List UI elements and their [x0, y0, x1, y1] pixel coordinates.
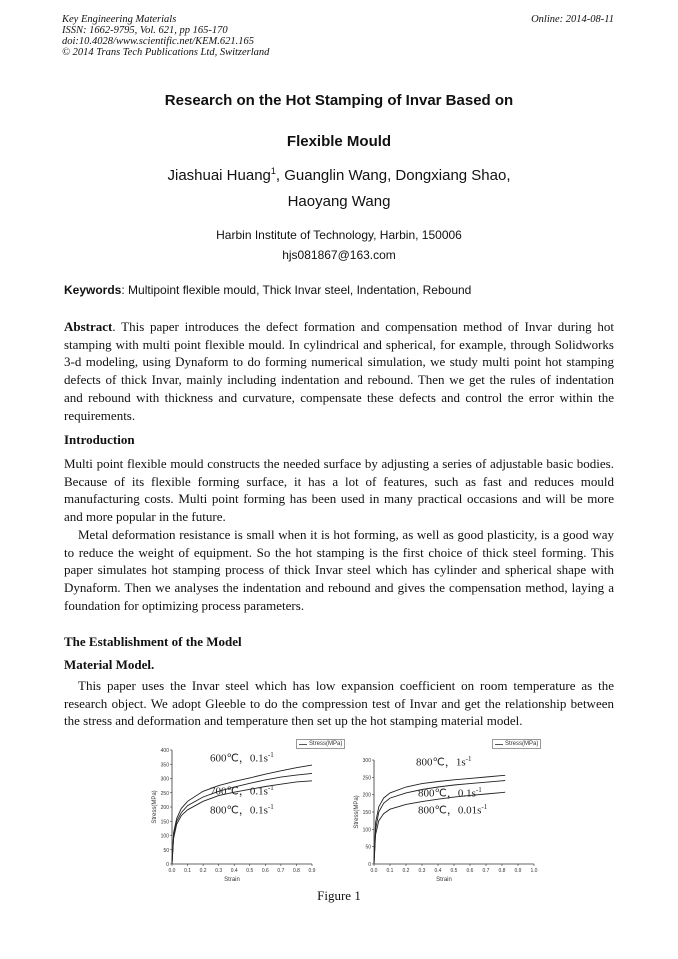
chart-left-x-tick-label: 0.9: [308, 868, 316, 874]
chart-left-x-tick-label: 0.4: [230, 868, 238, 874]
chart-left-x-tick-label: 0.7: [277, 868, 285, 874]
affiliation: Harbin Institute of Technology, Harbin, 150006: [216, 228, 462, 242]
author-first: Jiashuai Huang: [167, 167, 271, 184]
chart-right-x-tick-label: 1.0: [530, 868, 538, 874]
chart-right-y-tick-label: 100: [362, 827, 371, 834]
authors-line-1: [0, 166, 678, 184]
abstract-text: . This paper introduces the defect formation and compensation method of Invar during hot stamping with multi point flexible mould. In cylindrical and spherical, for example, through Solidworks 3-d modeling, using Dynaform to do forming numerical simulation, we study multi point hot stamping defects of thick Invar, mainly including indentation and rebound. Then we get the rules of indentation and rebound with thickness and curvature, compensate these defects and control the error within the requirements.: [64, 319, 614, 423]
chart-left-x-tick-label: 0.0: [168, 868, 176, 874]
chart-left-x-tick-label: 0.8: [292, 868, 300, 874]
model-paragraph-1: This paper uses the Invar steel which has low expansion coefficient on room temperature as the research object. We adopt Gleeble to do the compression test of Invar and get the relationship between the stress and deformation and temperature then set up the hot stamping material model.: [64, 678, 614, 729]
chart-right-y-tick-label: 50: [365, 844, 371, 851]
chart-left-y-tick-label: 50: [163, 847, 169, 854]
copyright-line: © 2014 Trans Tech Publications Ltd, Switzerland: [62, 47, 270, 58]
chart-left-x-axis-label: Strain: [224, 877, 240, 883]
author-email[interactable]: hjs081867@163.com: [282, 248, 396, 262]
chart-right-series-label-0: 800℃，$1s^{-1}$: [416, 755, 472, 769]
journal-name: Key Engineering Materials: [62, 14, 177, 25]
chart-right-y-tick-label: 150: [362, 810, 371, 816]
chart-left-y-tick-label: 200: [160, 805, 169, 811]
keywords: [64, 283, 616, 297]
chart-left-y-tick-label: 400: [160, 748, 169, 754]
introduction-heading: Introduction: [64, 432, 135, 447]
chart-right-x-tick-label: 0.5: [450, 868, 458, 874]
journal-header: [62, 14, 269, 58]
chart-right-x-tick-label: 0.4: [434, 868, 442, 874]
chart-left-y-tick-label: 100: [160, 833, 169, 840]
chart-left-y-tick-label: 250: [160, 790, 169, 797]
chart-right-x-tick-label: 0.1: [386, 868, 394, 874]
chart-right-x-axis-label: Strain: [436, 877, 452, 883]
material-model-subheading: Material Model.: [64, 657, 155, 672]
chart-left-y-tick-label: 350: [160, 762, 169, 769]
online-date: Online: 2014-08-11: [531, 14, 614, 25]
chart-right-y-tick-label: 250: [362, 775, 371, 782]
abstract-label: Abstract: [64, 319, 113, 334]
stress-strain-chart-left: [146, 741, 343, 883]
chart-left-x-tick-label: 0.1: [184, 868, 192, 874]
authors-line-2: Haoyang Wang: [287, 193, 391, 210]
issn-line: ISSN: 1662-9795, Vol. 621, pp 165-170: [62, 25, 228, 36]
chart-left-y-tick-label: 150: [160, 819, 169, 826]
keywords-text: : Multipoint flexible mould, Thick Invar steel, Indentation, Rebound: [121, 283, 472, 297]
chart-right-y-axis-label: Stress(MPa): [354, 795, 360, 829]
chart-right-x-tick-label: 0.7: [482, 868, 490, 874]
chart-left-y-tick-label: 0: [166, 862, 169, 868]
chart-right-y-tick-label: 0: [368, 862, 371, 868]
chart-right-x-tick-label: 0.0: [370, 868, 378, 874]
chart-left-x-tick-label: 0.3: [215, 868, 223, 874]
abstract: [64, 318, 614, 424]
chart-left-series-label-2: 800℃，$0.1s^{-1}$: [210, 803, 274, 817]
authors-rest: , Guanglin Wang, Dongxiang Shao,: [275, 167, 511, 184]
introduction-paragraph-2: Metal deformation resistance is small when it is hot forming, as well as good plasticity, is a good way to reduce the weight of equipment. So the hot stamping is the first choice of thick steel forming. This paper simulates hot stamping process of thick Invar steel which has cylinder and spherical shape with Dynaform. Then we analyses the indentation and rebound and gives the compensation method, laying a foundation for optimizing process parameters.: [64, 527, 614, 613]
chart-right-y-tick-label: 300: [362, 758, 371, 764]
paper-title-line-2: Flexible Mould: [286, 133, 392, 150]
chart-right-series-label-1: 800℃，$0.1s^{-1}$: [418, 786, 482, 800]
doi-line: doi:10.4028/www.scientific.net/KEM.621.165: [62, 36, 254, 47]
chart-left-legend: Stress(MPa): [296, 739, 345, 749]
chart-left-x-tick-label: 0.5: [246, 868, 254, 874]
chart-right-x-tick-label: 0.8: [498, 868, 506, 874]
introduction-paragraph-1: Multi point flexible mould constructs the needed surface by adjusting a series of adjustable basic bodies. Because of its flexible forming surface, it has a lot of features, such as fast and reduces mould manufacturing costs. Multi point forming has been used in many practical occasions and will be more and more popular in the future.: [64, 456, 614, 525]
chart-left-x-tick-label: 0.6: [261, 868, 269, 874]
model-heading: The Establishment of the Model: [64, 634, 242, 649]
chart-right-x-tick-label: 0.3: [418, 868, 426, 874]
paper-title-line-1: Research on the Hot Stamping of Invar Based on: [164, 92, 514, 109]
chart-left-series-label-1: 700℃，$0.1s^{-1}$: [210, 784, 274, 798]
chart-right-series-label-2: 800℃，$0.01s^{-1}$: [418, 803, 488, 817]
chart-right-x-tick-label: 0.2: [402, 868, 410, 874]
chart-right-x-tick-label: 0.9: [514, 868, 522, 874]
chart-right-x-tick-label: 0.6: [466, 868, 474, 874]
figure-caption: Figure 1: [317, 888, 361, 903]
chart-left-series-label-0: 600℃，$0.1s^{-1}$: [210, 751, 274, 765]
chart-left-y-axis-label: Stress(MPa): [152, 790, 158, 824]
stress-strain-chart-right: [344, 741, 539, 883]
keywords-label: Keywords: [64, 283, 122, 297]
chart-left-x-tick-label: 0.2: [199, 868, 207, 874]
chart-left-y-tick-label: 300: [160, 776, 169, 783]
chart-right-y-tick-label: 200: [362, 792, 371, 799]
author-affiliation-mark: 1: [270, 166, 276, 176]
chart-right-legend: Stress(MPa): [492, 739, 541, 749]
